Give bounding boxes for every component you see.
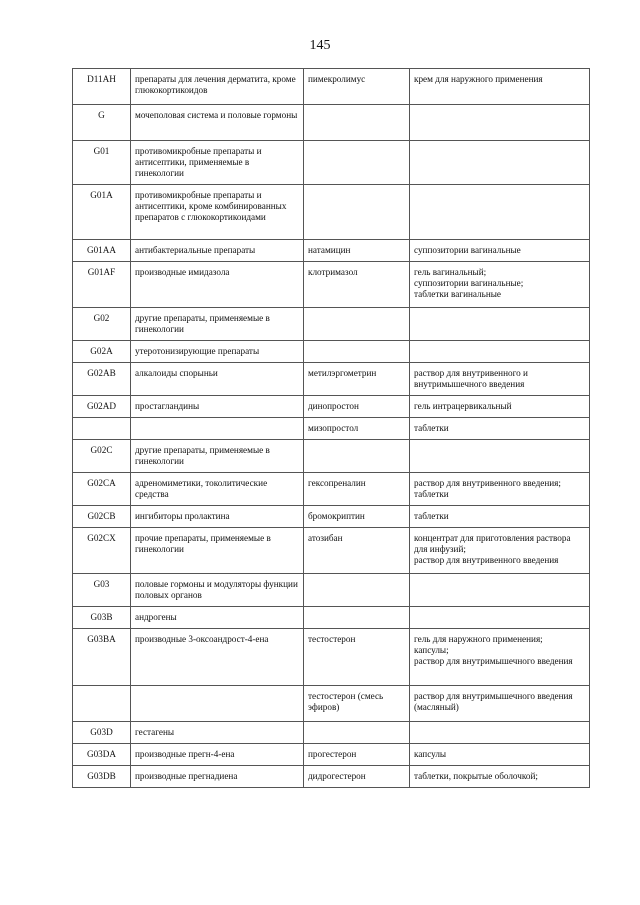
dosage-form-line: гель вагинальный; (414, 267, 487, 277)
dosage-form-line: раствор для внутримышечного введения (414, 656, 573, 666)
table-row (73, 240, 590, 262)
dosage-form-line: капсулы; (414, 645, 449, 655)
anatomical-therapeutic-group-cell: препараты для лечения дерматита, кроме глюкокортикоидов (131, 69, 304, 105)
dosage-form-line: раствор для внутривенного и внутримышечного введения (414, 368, 528, 389)
anatomical-therapeutic-group-cell: утеротонизирующие препараты (131, 341, 304, 363)
anatomical-therapeutic-group-cell: адреномиметики, токолитические средства (131, 473, 304, 506)
atc-code-cell: G (73, 105, 131, 141)
atc-code-cell (73, 686, 131, 722)
atc-code-cell: G03DB (73, 766, 131, 788)
drug-substance-cell (304, 341, 410, 363)
drug-substance-cell: динопростон (304, 396, 410, 418)
dosage-forms-cell (410, 528, 590, 574)
anatomical-therapeutic-group-cell: андрогены (131, 607, 304, 629)
drug-substance-cell: метилэргометрин (304, 363, 410, 396)
anatomical-therapeutic-group-cell: алкалоиды спорыньи (131, 363, 304, 396)
atc-code-cell: G03BA (73, 629, 131, 686)
dosage-forms-cell (410, 396, 590, 418)
dosage-form-line: раствор для внутримышечного введения (масляный) (414, 691, 573, 712)
page-number: 145 (309, 38, 331, 53)
anatomical-therapeutic-group-cell (131, 686, 304, 722)
dosage-form-line: гель интрацервикальный (414, 401, 512, 411)
anatomical-therapeutic-group-cell: другие препараты, применяемые в гинекологии (131, 308, 304, 341)
dosage-form-line: концентрат для приготовления раствора для инфузий; (414, 533, 571, 554)
atc-code-cell: G02AD (73, 396, 131, 418)
drug-substance-cell (304, 722, 410, 744)
table-row (73, 396, 590, 418)
drug-substance-cell (304, 308, 410, 341)
drug-substance-cell (304, 185, 410, 240)
drug-substance-cell: гексопреналин (304, 473, 410, 506)
anatomical-therapeutic-group-cell: противомикробные препараты и антисептики, кроме комбинированных препаратов с глюкокортикоидами (131, 185, 304, 240)
atc-code-cell: G02C (73, 440, 131, 473)
drug-substance-cell: мизопростол (304, 418, 410, 440)
atc-code-cell: G01A (73, 185, 131, 240)
dosage-form-line: таблетки (414, 489, 449, 499)
atc-code-cell: G03B (73, 607, 131, 629)
dosage-forms-cell (410, 69, 590, 105)
anatomical-therapeutic-group-cell: ингибиторы пролактина (131, 506, 304, 528)
anatomical-therapeutic-group-cell: мочеполовая система и половые гормоны (131, 105, 304, 141)
dosage-form-line: суппозитории вагинальные; (414, 278, 524, 288)
atc-code-cell: G02CB (73, 506, 131, 528)
dosage-form-line: суппозитории вагинальные (414, 245, 521, 255)
dosage-form-line: раствор для внутривенного введения (414, 555, 559, 565)
drug-substance-cell: клотримазол (304, 262, 410, 308)
drug-classification-table (72, 68, 590, 788)
table-row (73, 506, 590, 528)
anatomical-therapeutic-group-cell: половые гормоны и модуляторы функции половых органов (131, 574, 304, 607)
anatomical-therapeutic-group-cell: прочие препараты, применяемые в гинекологии (131, 528, 304, 574)
atc-code-cell: G02A (73, 341, 131, 363)
drug-substance-cell: атозибан (304, 528, 410, 574)
dosage-forms-cell (410, 473, 590, 506)
atc-code-cell: G01AA (73, 240, 131, 262)
atc-code-cell: D11AH (73, 69, 131, 105)
table-row (73, 722, 590, 744)
anatomical-therapeutic-group-cell: простагландины (131, 396, 304, 418)
atc-code-cell: G01AF (73, 262, 131, 308)
table-body (73, 69, 590, 788)
dosage-forms-cell (410, 308, 590, 341)
dosage-forms-cell (410, 341, 590, 363)
atc-code-cell: G02AB (73, 363, 131, 396)
atc-code-cell: G01 (73, 141, 131, 185)
atc-code-cell: G03DA (73, 744, 131, 766)
anatomical-therapeutic-group-cell: производные имидазола (131, 262, 304, 308)
table-row (73, 528, 590, 574)
dosage-forms-cell (410, 185, 590, 240)
anatomical-therapeutic-group-cell: гестагены (131, 722, 304, 744)
anatomical-therapeutic-group-cell: производные прегн-4-ена (131, 744, 304, 766)
table-row (73, 574, 590, 607)
table-row (73, 308, 590, 341)
dosage-form-line: таблетки (414, 423, 449, 433)
dosage-forms-cell (410, 574, 590, 607)
table-row (73, 766, 590, 788)
table-row (73, 341, 590, 363)
table-row (73, 629, 590, 686)
anatomical-therapeutic-group-cell: другие препараты, применяемые в гинекологии (131, 440, 304, 473)
dosage-forms-cell (410, 240, 590, 262)
atc-code-cell: G02CX (73, 528, 131, 574)
dosage-forms-cell (410, 686, 590, 722)
table-row (73, 363, 590, 396)
atc-code-cell: G03D (73, 722, 131, 744)
dosage-form-line: таблетки вагинальные (414, 289, 502, 299)
table-row (73, 473, 590, 506)
drug-substance-cell: тестостерон (смесь эфиров) (304, 686, 410, 722)
table-row (73, 686, 590, 722)
atc-code-cell: G02 (73, 308, 131, 341)
dosage-forms-cell (410, 418, 590, 440)
anatomical-therapeutic-group-cell: производные 3-оксоандрост-4-ена (131, 629, 304, 686)
dosage-form-line: крем для наружного применения (414, 74, 543, 84)
drug-substance-cell: тестостерон (304, 629, 410, 686)
drug-substance-cell: пимекролимус (304, 69, 410, 105)
table-row (73, 141, 590, 185)
table-row (73, 69, 590, 105)
dosage-forms-cell (410, 506, 590, 528)
dosage-forms-cell (410, 440, 590, 473)
table-row (73, 744, 590, 766)
table-row (73, 185, 590, 240)
dosage-forms-cell (410, 105, 590, 141)
dosage-form-line: гель для наружного применения; (414, 634, 543, 644)
drug-substance-cell: бромокриптин (304, 506, 410, 528)
drug-substance-cell: дидрогестерон (304, 766, 410, 788)
drug-substance-cell (304, 607, 410, 629)
drug-substance-cell: прогестерон (304, 744, 410, 766)
dosage-forms-cell (410, 722, 590, 744)
atc-code-cell: G03 (73, 574, 131, 607)
table-row (73, 105, 590, 141)
drug-substance-cell (304, 574, 410, 607)
table-row (73, 440, 590, 473)
drug-substance-cell: натамицин (304, 240, 410, 262)
dosage-form-line: таблетки, покрытые оболочкой; (414, 771, 538, 781)
table-row (73, 262, 590, 308)
anatomical-therapeutic-group-cell: производные прегнадиена (131, 766, 304, 788)
dosage-form-line: таблетки (414, 511, 449, 521)
atc-code-cell (73, 418, 131, 440)
table-row (73, 607, 590, 629)
drug-substance-cell (304, 105, 410, 141)
dosage-forms-cell (410, 744, 590, 766)
anatomical-therapeutic-group-cell: антибактериальные препараты (131, 240, 304, 262)
dosage-forms-cell (410, 607, 590, 629)
table-row (73, 418, 590, 440)
anatomical-therapeutic-group-cell (131, 418, 304, 440)
dosage-form-line: раствор для внутривенного введения; (414, 478, 561, 488)
dosage-forms-cell (410, 629, 590, 686)
drug-substance-cell (304, 440, 410, 473)
anatomical-therapeutic-group-cell: противомикробные препараты и антисептики, применяемые в гинекологии (131, 141, 304, 185)
dosage-forms-cell (410, 766, 590, 788)
drug-substance-cell (304, 141, 410, 185)
dosage-forms-cell (410, 262, 590, 308)
atc-code-cell: G02CA (73, 473, 131, 506)
dosage-forms-cell (410, 363, 590, 396)
dosage-form-line: капсулы (414, 749, 447, 759)
dosage-forms-cell (410, 141, 590, 185)
